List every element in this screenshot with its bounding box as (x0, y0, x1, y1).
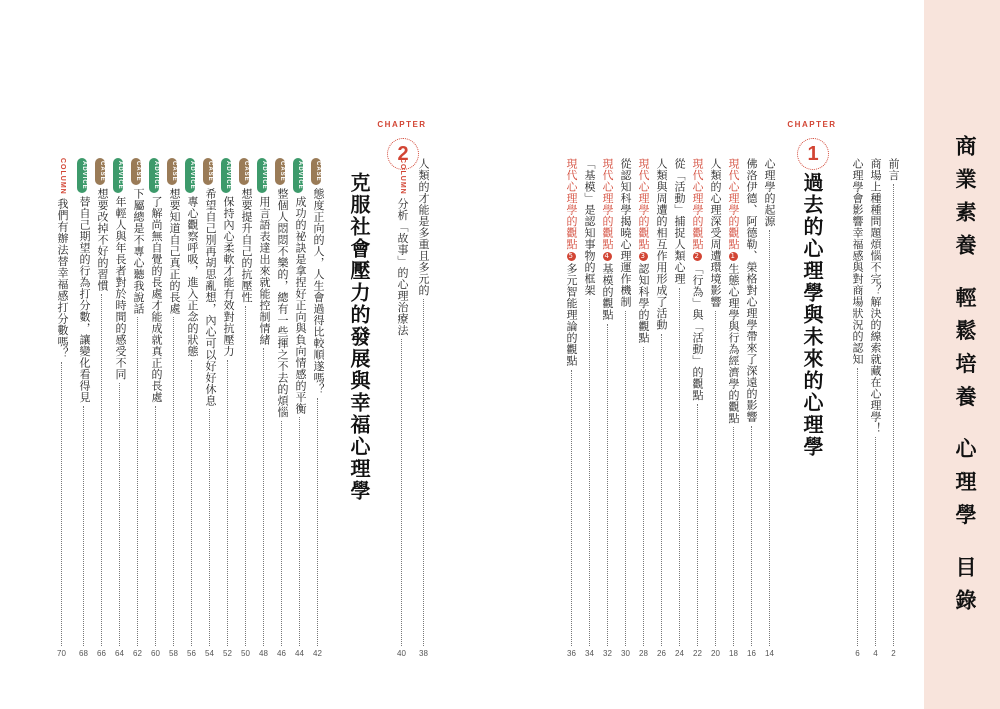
entry-title: 人類與周遭的相互作用形成了活動 (655, 158, 668, 331)
entry-title: 商場上種種問題煩惱不完？解決的線索就藏在心理學！ (869, 158, 882, 434)
toc-entry[interactable] (113, 158, 126, 658)
side-band (924, 0, 1000, 709)
advice-tag: ADVICE (113, 158, 123, 193)
dot-leader (589, 299, 590, 646)
dot-leader (679, 288, 680, 647)
page-number: 24 (675, 649, 684, 658)
chapter-number: 2 (387, 138, 419, 170)
dot-leader (875, 437, 876, 646)
toc-entry[interactable] (566, 158, 577, 658)
entry-title: 生態心理學與行為經濟學的觀點 (727, 263, 740, 424)
entry-title: 心理學會影響幸福感與對商場狀況的認知 (851, 158, 864, 365)
entry-text (131, 158, 144, 314)
toc-entry[interactable] (746, 158, 757, 658)
entry-text (870, 158, 881, 434)
case-tag: CASE (311, 158, 321, 185)
dot-leader (401, 339, 402, 646)
entry-text (888, 158, 899, 181)
entry-title: 人類的才能是多重且多元的 (417, 158, 430, 296)
page-number: 66 (97, 649, 106, 658)
page-number: 32 (603, 649, 612, 658)
entry-text (185, 158, 198, 357)
entry-title: 人類的心理深受周遭環境影響 (709, 158, 722, 308)
case-tag: CASE (167, 158, 177, 185)
entry-text (418, 158, 429, 296)
toc-entry[interactable] (311, 158, 324, 658)
entry-text (746, 158, 757, 423)
chapter-title: 過去的心理學與未來的心理學 (800, 172, 824, 458)
entry-title: 態度正向的人，人生會過得比較順遂嗎？ (312, 187, 325, 395)
entry-title: 分析「故事」的心理治療法 (396, 197, 409, 336)
dot-leader (263, 348, 264, 646)
toc-entry[interactable] (710, 158, 721, 658)
entry-title: 從認知科學揭曉心理運作機制 (619, 158, 632, 308)
dot-leader (191, 360, 192, 646)
page-number: 38 (419, 649, 428, 658)
entry-text (95, 158, 108, 291)
viewpoint-number: 2 (693, 252, 702, 261)
case-tag: CASE (203, 158, 213, 185)
chapter-title: 克服社會壓力的發展與幸福心理學 (347, 172, 371, 502)
toc-entry[interactable] (728, 158, 739, 658)
toc-entry-front[interactable] (852, 158, 863, 658)
dot-leader (155, 406, 156, 646)
dot-leader (423, 299, 424, 646)
dot-leader (119, 383, 120, 646)
dot-leader (317, 398, 318, 646)
toc-entry[interactable] (131, 158, 144, 658)
page-number: 54 (205, 649, 214, 658)
toc-entry[interactable] (95, 158, 108, 658)
dot-leader (697, 404, 698, 646)
toc-entry[interactable] (418, 158, 429, 658)
page-number: 68 (79, 649, 88, 658)
entry-title: 認知科學的觀點 (637, 263, 650, 344)
chapter-label: CHAPTER (787, 120, 837, 129)
case-tag: CASE (95, 158, 105, 185)
entry-text (674, 158, 685, 285)
page-number: 2 (891, 649, 896, 658)
entry-text (149, 158, 162, 403)
toc-entry[interactable] (55, 158, 68, 658)
entry-text (852, 158, 863, 365)
entry-text (293, 158, 306, 414)
dot-leader (101, 294, 102, 646)
entry-text (602, 158, 613, 321)
entry-title: 基模的觀點 (601, 263, 614, 321)
toc-entry[interactable] (656, 158, 667, 658)
entry-text (710, 158, 721, 308)
viewpoint-label: 現代心理學的觀點 (727, 158, 740, 250)
entry-title: 想要提升自己的抗壓性 (240, 187, 253, 303)
case-tag: CASE (131, 158, 141, 185)
toc-entry[interactable] (584, 158, 595, 658)
viewpoint-label: 現代心理學的觀點 (565, 158, 578, 250)
entry-text (620, 158, 631, 308)
viewpoint-label: 現代心理學的觀點 (601, 158, 614, 250)
dot-leader (625, 311, 626, 647)
dot-leader (209, 409, 210, 646)
page-number: 22 (693, 649, 702, 658)
dot-leader (607, 324, 608, 647)
viewpoint-number: 5 (567, 252, 576, 261)
entry-text (638, 158, 649, 344)
entry-title: 保持內心柔軟才能有效對抗壓力 (222, 195, 235, 357)
entry-title: 佛洛伊德、阿德勒、榮格對心理學帶來了深遠的影響 (745, 158, 758, 423)
entry-text (113, 158, 126, 380)
advice-tag: ADVICE (149, 158, 159, 193)
page-number: 16 (747, 649, 756, 658)
page-number: 14 (765, 649, 774, 658)
chapter-label: CHAPTER (377, 120, 427, 129)
column-tag: COLUMN (399, 158, 406, 195)
dot-leader (733, 427, 734, 646)
toc-entry[interactable] (620, 158, 631, 658)
page-number: 70 (57, 649, 66, 658)
page-number: 48 (259, 649, 268, 658)
advice-tag: ADVICE (257, 158, 267, 193)
case-tag: CASE (239, 158, 249, 185)
page-number: 56 (187, 649, 196, 658)
entry-text (257, 158, 270, 345)
page-number: 34 (585, 649, 594, 658)
advice-tag: ADVICE (293, 158, 303, 193)
toc-entry[interactable] (602, 158, 613, 658)
entry-title: 從「活動」捕捉人類心理 (673, 158, 686, 285)
entry-text (167, 158, 180, 314)
column-tag: COLUMN (59, 158, 66, 195)
dot-leader (61, 362, 62, 646)
toc-entry[interactable] (275, 158, 288, 658)
page-number: 6 (855, 649, 860, 658)
entry-title: 專心觀察呼吸，進入正念的狀態 (186, 195, 199, 357)
advice-tag: ADVICE (185, 158, 195, 193)
dot-leader (661, 334, 662, 647)
entry-text (311, 158, 324, 395)
page-number: 52 (223, 649, 232, 658)
toc-entry[interactable] (257, 158, 270, 658)
page-number: 58 (169, 649, 178, 658)
dot-leader (281, 421, 282, 646)
entry-title: 心理學的起源 (763, 158, 776, 227)
toc-entry[interactable] (674, 158, 685, 658)
advice-tag: ADVICE (77, 158, 87, 193)
page-number: 40 (397, 649, 406, 658)
entry-title: 「行為」與「活動」的觀點 (691, 263, 704, 401)
page-number: 50 (241, 649, 250, 658)
dot-leader (137, 317, 138, 646)
dot-leader (299, 417, 300, 646)
entry-title: 了解尚無自覺的長處才能成就真正的長處 (150, 195, 163, 403)
page-number: 62 (133, 649, 142, 658)
dot-leader (571, 370, 572, 647)
toc-entry[interactable] (203, 158, 216, 658)
toc-entry[interactable] (764, 158, 775, 658)
entry-title: 用言語表達出來就能控制情緒 (258, 195, 271, 346)
page-number: 44 (295, 649, 304, 658)
toc-entry-front[interactable] (870, 158, 881, 658)
entry-text (728, 158, 739, 424)
entry-title: 希望自己別再胡思亂想，內心可以好好休息 (204, 187, 217, 407)
page-number: 30 (621, 649, 630, 658)
dot-leader (769, 230, 770, 646)
toc-entry[interactable] (692, 158, 703, 658)
toc-entry[interactable] (395, 158, 408, 658)
toc-entry[interactable] (239, 158, 252, 658)
entry-title: 替自己期望的行為打分數，讓變化看得見 (78, 195, 91, 403)
entry-text (584, 158, 595, 296)
dot-leader (227, 360, 228, 646)
entry-title: 成功的祕訣是拿捏好正向與負向情感的平衡 (294, 195, 307, 415)
chapter-number: 1 (797, 138, 829, 170)
entry-title: 多元智能理論的觀點 (565, 263, 578, 367)
dot-leader (715, 311, 716, 647)
entry-text (221, 158, 234, 357)
page-number: 42 (313, 649, 322, 658)
entry-title: 我們有辦法替幸福感打分數嗎？ (56, 197, 69, 359)
entry-text (239, 158, 252, 303)
entry-title: 「基模」是認知事物的框架 (583, 158, 596, 296)
toc-entry[interactable] (293, 158, 306, 658)
dot-leader (245, 306, 246, 646)
toc-entry[interactable] (185, 158, 198, 658)
dot-leader (893, 184, 894, 646)
toc-entry-front[interactable] (888, 158, 899, 658)
dot-leader (857, 368, 858, 646)
toc-entry[interactable] (638, 158, 649, 658)
entry-text (566, 158, 577, 367)
toc-entry[interactable] (149, 158, 162, 658)
entry-title: 前言 (887, 158, 900, 181)
entry-text (77, 158, 90, 403)
entry-text (275, 158, 288, 418)
entry-title: 想要改掉不好的習慣 (96, 187, 109, 292)
entry-title: 整個人悶悶不樂的，總有一些揮之不去的煩惱 (276, 187, 289, 418)
advice-tag: ADVICE (221, 158, 231, 193)
viewpoint-label: 現代心理學的觀點 (691, 158, 704, 250)
toc-entry[interactable] (221, 158, 234, 658)
dot-leader (173, 317, 174, 646)
page-number: 60 (151, 649, 160, 658)
entry-text (203, 158, 216, 406)
chapter-badge (782, 120, 842, 180)
viewpoint-number: 3 (639, 252, 648, 261)
dot-leader (643, 347, 644, 647)
page-number: 46 (277, 649, 286, 658)
page-number: 18 (729, 649, 738, 658)
book-title: 商業素養 輕鬆培養 心理學 目錄 (953, 135, 977, 622)
entry-text (692, 158, 703, 401)
page-number: 20 (711, 649, 720, 658)
case-tag: CASE (275, 158, 285, 185)
page-number: 64 (115, 649, 124, 658)
page-number: 36 (567, 649, 576, 658)
page-number: 28 (639, 649, 648, 658)
dot-leader (751, 426, 752, 647)
entry-text (395, 158, 408, 336)
entry-title: 年輕人與年長者對於時間的感受不同 (114, 195, 127, 380)
viewpoint-number: 1 (729, 252, 738, 261)
viewpoint-label: 現代心理學的觀點 (637, 158, 650, 250)
toc-entry[interactable] (167, 158, 180, 658)
toc-entry[interactable] (77, 158, 90, 658)
page-number: 4 (873, 649, 878, 658)
entry-title: 下屬總是不專心聽我說話 (132, 187, 145, 315)
dot-leader (83, 406, 84, 646)
entry-text (656, 158, 667, 331)
entry-text (764, 158, 775, 227)
viewpoint-number: 4 (603, 252, 612, 261)
entry-title: 想要知道自己真正的長處 (168, 187, 181, 315)
entry-text (55, 158, 68, 359)
page-number: 26 (657, 649, 666, 658)
